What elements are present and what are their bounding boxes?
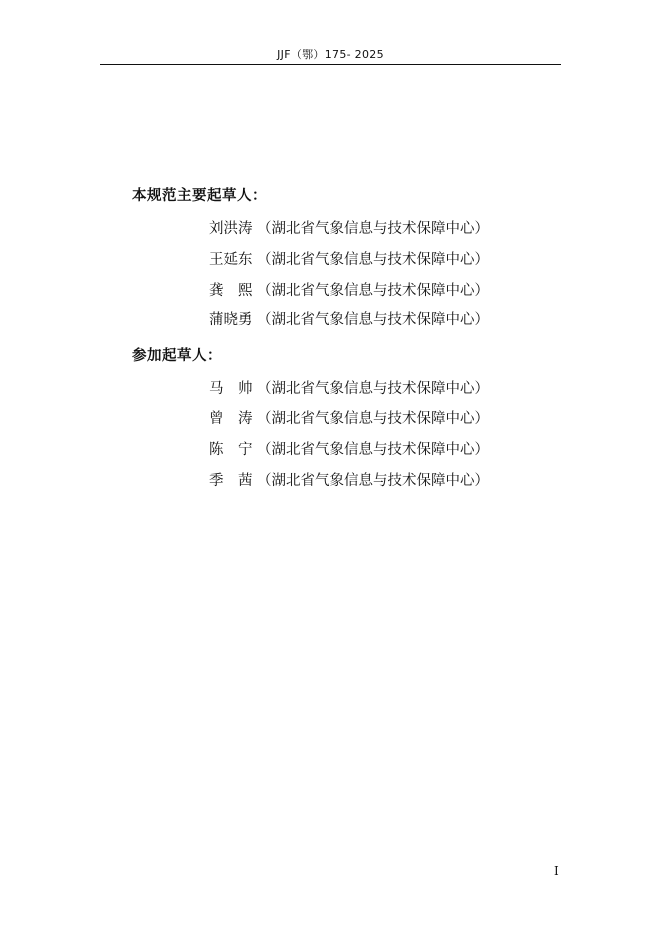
- drafter-name: 蒲晓勇: [209, 312, 253, 328]
- participant-org: （湖北省气象信息与技术保障中心）: [257, 473, 489, 489]
- participant-name: 马 帅: [209, 381, 253, 397]
- participant-entry: [209, 441, 489, 459]
- drafter-entry: [209, 282, 489, 300]
- drafter-name: 刘洪涛: [209, 221, 253, 237]
- main-drafters-title: 本规范主要起草人：: [132, 188, 267, 204]
- drafter-entry: [209, 311, 489, 329]
- drafter-name: 龚 熙: [209, 283, 253, 299]
- participant-org: （湖北省气象信息与技术保障中心）: [257, 381, 489, 397]
- participant-name: 季 茜: [209, 473, 253, 489]
- drafter-org: （湖北省气象信息与技术保障中心）: [257, 312, 489, 328]
- drafter-name: 王延东: [209, 252, 253, 268]
- page-number: I: [554, 864, 559, 878]
- header-code: JJF（鄂）175- 2025: [277, 48, 384, 61]
- participant-name: 陈 宁: [209, 442, 253, 458]
- participant-name: 曾 涛: [209, 411, 253, 427]
- drafter-entry: [209, 220, 489, 238]
- participants-title: 参加起草人：: [132, 348, 222, 364]
- drafter-entry: [209, 251, 489, 269]
- participant-org: （湖北省气象信息与技术保障中心）: [257, 442, 489, 458]
- header-rule: [100, 64, 561, 65]
- participant-entry: [209, 380, 489, 398]
- drafter-org: （湖北省气象信息与技术保障中心）: [257, 283, 489, 299]
- drafter-org: （湖北省气象信息与技术保障中心）: [257, 252, 489, 268]
- drafter-org: （湖北省气象信息与技术保障中心）: [257, 221, 489, 237]
- participant-org: （湖北省气象信息与技术保障中心）: [257, 411, 489, 427]
- participant-entry: [209, 472, 489, 490]
- participant-entry: [209, 410, 489, 428]
